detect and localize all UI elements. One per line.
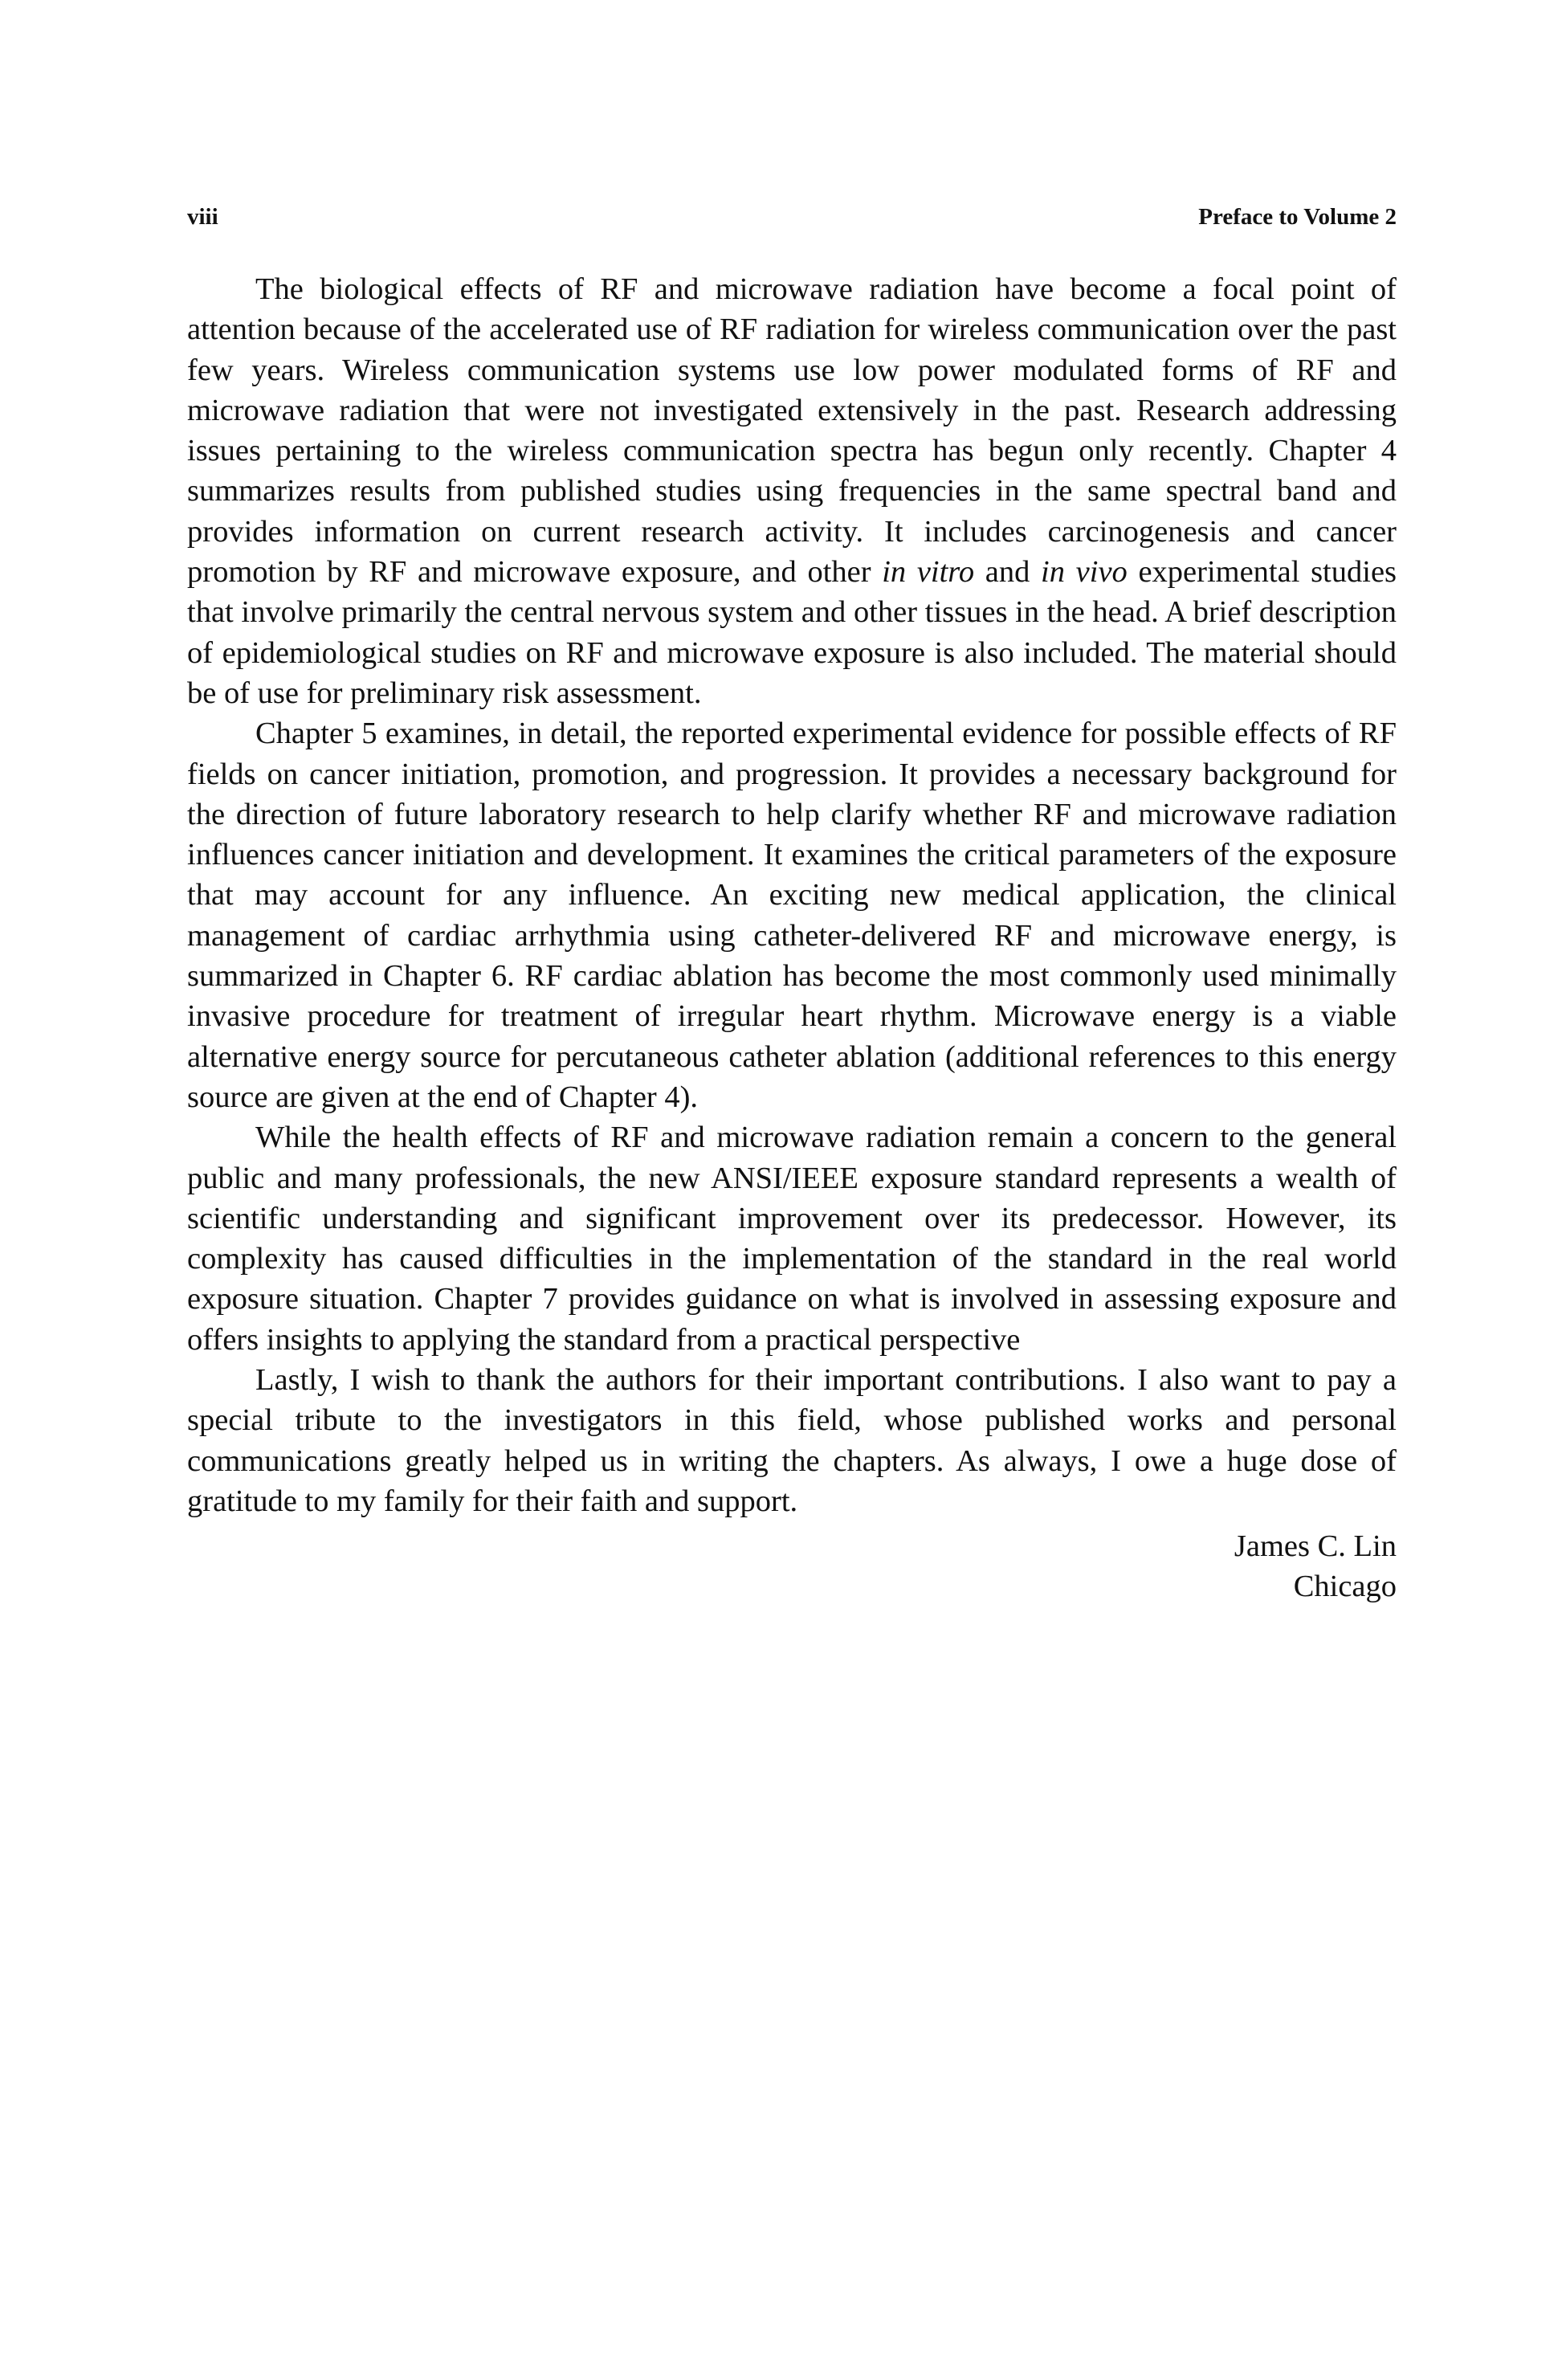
paragraph-1-text-a: The biological effects of RF and microwave radiation have become a focal point of attention because of the accelerated use of RF radiation for wireless communication over the past few years. Wireless communication systems use low power modulated forms of RF and microwave radiation that were not investigated extensively in the past. Research addressing issues pertaining to the wireless communication spectra has begun only recently. Chapter 4 summarizes results from published studies using frequencies in the same spectral band and provides information on current research activity. It includes carcinogenesis and cancer promotion by RF and microwave exposure, and other [187,272,1397,590]
paragraph-1-text-b: and [974,555,1042,590]
author-location: Chicago [1293,1570,1397,1603]
paragraph-1-italic-in-vitro: in vitro [882,555,975,590]
paragraph-1-text-c: experimental studies that involve primarily the central nervous system and other tissues in the head. A brief description of epidemiological studies on RF and microwave exposure is also included. The material should be of use for preliminary risk assessment. [187,555,1397,710]
paragraph-1 [187,269,1397,713]
preface-body [187,269,1397,1521]
running-header [187,199,1397,235]
author-name: James C. Lin [1234,1529,1397,1563]
page-number: viii [187,204,218,230]
paragraph-1-italic-in-vivo: in vivo [1041,555,1128,590]
paragraph-3: While the health effects of RF and microwave radiation remain a concern to the general public and many professionals, the new ANSI/IEEE exposure standard represents a wealth of scientific understanding and significant improvement over its predecessor. However, its complexity has caused difficulties in the implementation of the standard in the real world exposure situation. Chapter 7 provides guidance on what is involved in assessing exposure and offers insights to applying the standard from a practical perspective [187,1121,1397,1357]
running-title: Preface to Volume 2 [1198,204,1397,230]
paragraph-2: Chapter 5 examines, in detail, the reported experimental evidence for possible effects of RF fields on cancer initiation, promotion, and progression. It provides a necessary background for the direction of future laboratory research to help clarify whether RF and microwave radiation influences cancer initiation and development. It examines the critical parameters of the exposure that may account for any influence. An exciting new medical application, the clinical management of cardiac arrhythmia using catheter-delivered RF and microwave energy, is summarized in Chapter 6. RF cardiac ablation has become the most commonly used minimally invasive procedure for treatment of irregular heart rhythm. Microwave energy is a viable alternative energy source for percutaneous catheter ablation (additional references to this energy source are given at the end of Chapter 4). [187,716,1397,1114]
paragraph-4: Lastly, I wish to thank the authors for their important contributions. I also want to pay a special tribute to the investigators in this field, whose published works and personal communications greatly helped us in writing the chapters. As always, I owe a huge dose of gratitude to my family for their faith and support. [187,1363,1397,1518]
signature-block [1234,1526,1397,1606]
